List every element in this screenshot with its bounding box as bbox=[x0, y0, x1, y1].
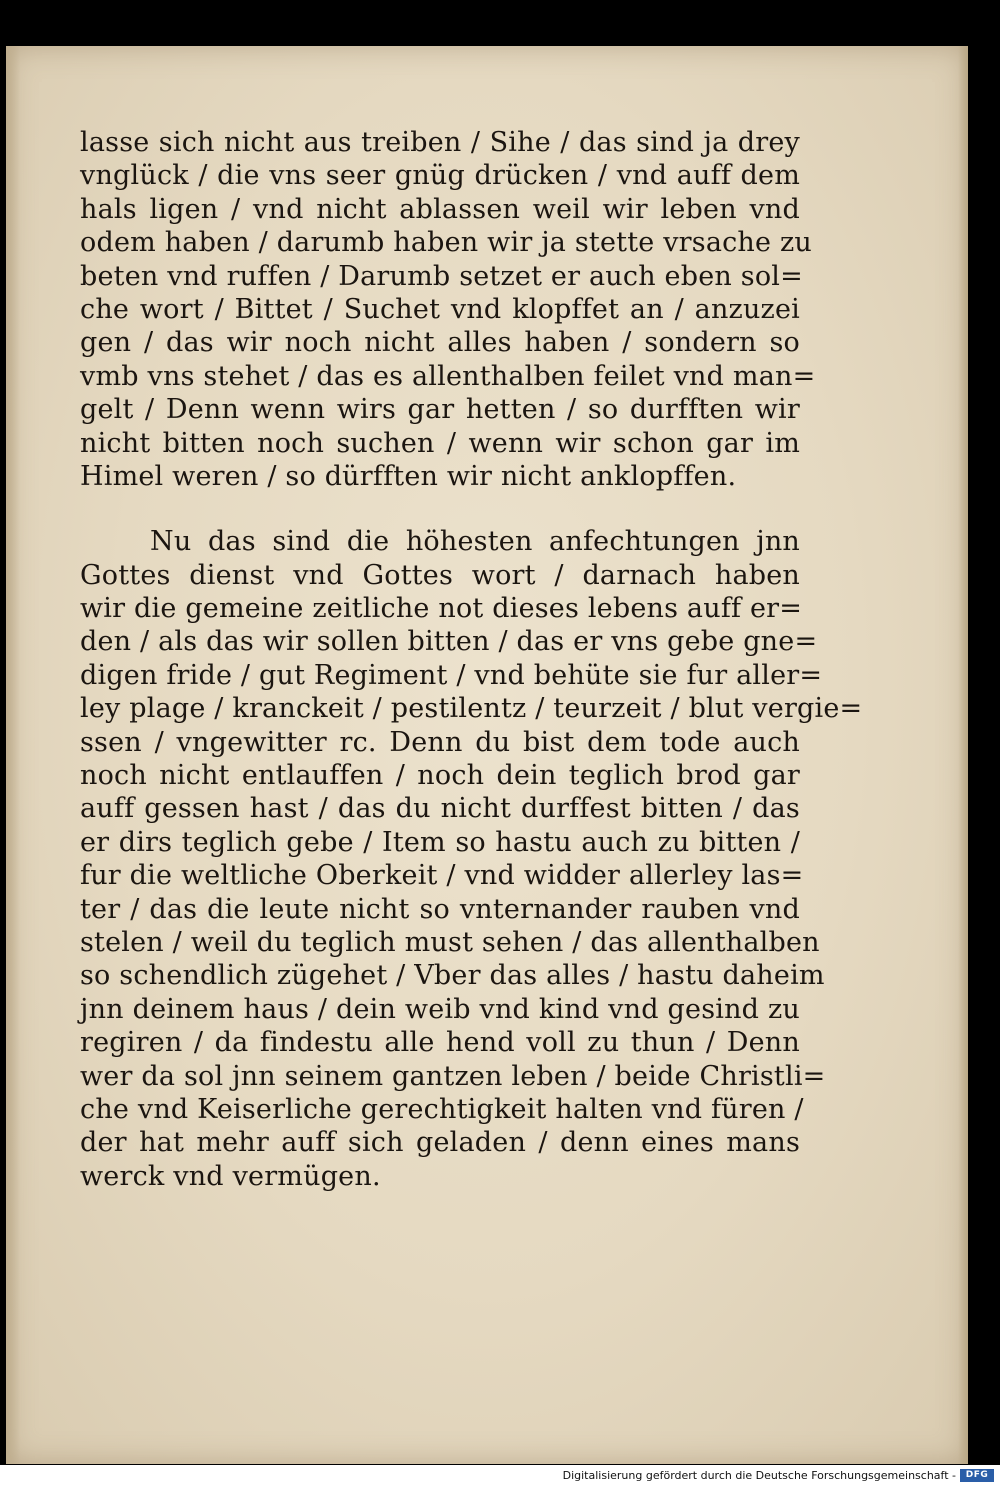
text-line: hals ligen / vnd nicht ablassen weil wir leben vnd bbox=[80, 193, 800, 225]
text-line: auff gessen hast / das du nicht durffest bitten / das bbox=[80, 793, 800, 825]
page-edge-right bbox=[958, 46, 968, 1464]
text-line: den / als das wir sollen bitten / das er vns gebe gne= bbox=[80, 626, 818, 658]
text-line: lasse sich nicht aus treiben / Sihe / das sind ja drey bbox=[80, 127, 800, 158]
text-line: noch nicht entlauffen / noch dein teglich brod gar bbox=[80, 760, 800, 792]
text-line: so schendlich zügehet / Vber das alles / hastu daheim bbox=[80, 960, 825, 992]
text-line: jnn deinem haus / dein weib vnd kind vnd gesind zu bbox=[80, 993, 800, 1025]
text-line: der hat mehr auff sich geladen / denn eines mans bbox=[80, 1127, 800, 1159]
text-line: nicht bitten noch suchen / wenn wir schon gar im bbox=[80, 427, 800, 459]
text-line: digen fride / gut Regiment / vnd behüte sie fur aller= bbox=[80, 659, 823, 691]
paragraph-1 bbox=[80, 126, 816, 493]
paragraph-gap bbox=[80, 493, 800, 525]
text-line: che wort / Bittet / Suchet vnd klopffet an / anzuzei bbox=[80, 293, 800, 325]
text-line: Himel weren / so dürfften wir nicht anklopffen. bbox=[80, 460, 737, 492]
book-page bbox=[6, 46, 968, 1464]
text-line: vmb vns stehet / das es allenthalben feilet vnd man= bbox=[80, 360, 816, 392]
text-line: fur die weltliche Oberkeit / vnd widder allerley las= bbox=[80, 860, 804, 892]
text-line: odem haben / darumb haben wir ja stette vrsache zu bbox=[80, 227, 812, 259]
text-line: werck vnd vermügen. bbox=[80, 1160, 381, 1192]
dfg-logo[interactable]: DFG bbox=[960, 1469, 994, 1482]
text-line: ley plage / kranckeit / pestilentz / teurzeit / blut vergie= bbox=[80, 693, 863, 725]
page-text bbox=[80, 126, 863, 1193]
text-line: ter / das die leute nicht so vnternander rauben vnd bbox=[80, 893, 800, 925]
page-edge-left bbox=[6, 46, 20, 1464]
text-line: che vnd Keiserliche gerechtigkeit halten vnd füren / bbox=[80, 1093, 804, 1125]
footer-bar bbox=[0, 1465, 1000, 1488]
text-line: Gottes dienst vnd Gottes wort / darnach haben bbox=[80, 559, 800, 591]
text-line: ssen / vngewitter rc. Denn du bist dem tode auch bbox=[80, 726, 800, 758]
text-line: regiren / da findestu alle hend voll zu thun / Denn bbox=[80, 1027, 800, 1059]
text-line: beten vnd ruffen / Darumb setzet er auch eben sol= bbox=[80, 260, 803, 292]
text-line: stelen / weil du teglich must sehen / das allenthalben bbox=[80, 926, 820, 958]
text-line: er dirs teglich gebe / Item so hastu auch zu bitten / bbox=[80, 826, 800, 858]
funding-credit: Digitalisierung gefördert durch die Deutsche Forschungsgemeinschaft - bbox=[562, 1469, 956, 1482]
text-line: vnglück / die vns seer gnüg drücken / vnd auff dem bbox=[80, 160, 800, 192]
text-line: gelt / Denn wenn wirs gar hetten / so durfften wir bbox=[80, 394, 800, 426]
text-line: wer da sol jnn seinem gantzen leben / beide Christli= bbox=[80, 1060, 826, 1092]
paragraph-2 bbox=[80, 525, 863, 1193]
text-line: Nu das sind die höhesten anfechtungen jnn bbox=[150, 526, 800, 558]
text-line: gen / das wir noch nicht alles haben / sondern so bbox=[80, 327, 800, 359]
text-line: wir die gemeine zeitliche not dieses lebens auff er= bbox=[80, 593, 803, 625]
